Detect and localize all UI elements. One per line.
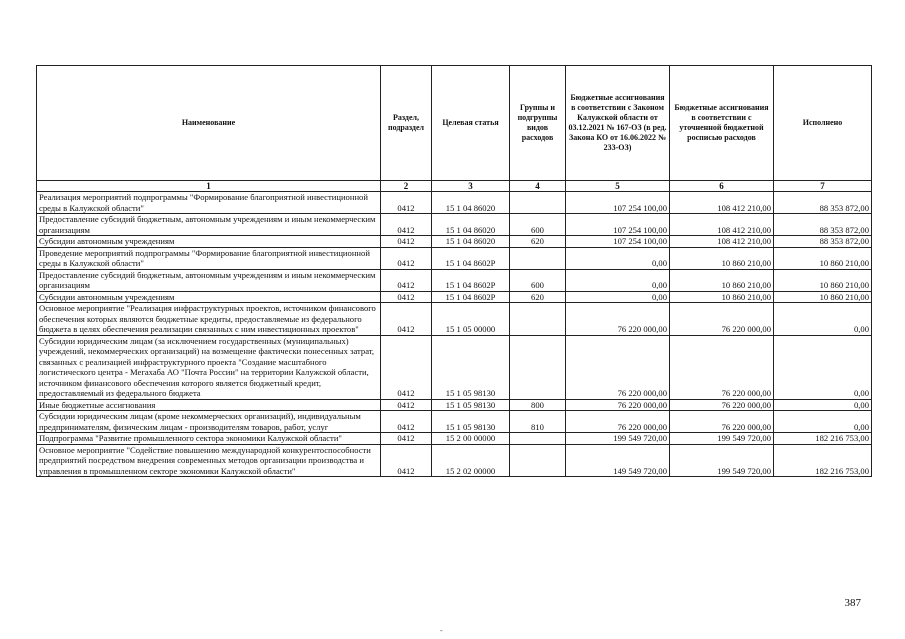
header-budget-plan: Бюджетные ассигнования в соответствии с уточненной бюджетной росписью расходов [670, 66, 774, 181]
row-executed: 10 860 210,00 [774, 247, 872, 269]
row-target: 15 1 05 98130 [432, 335, 510, 399]
row-executed: 0,00 [774, 303, 872, 336]
row-target: 15 1 04 86020 [432, 192, 510, 214]
row-name: Основное мероприятие "Реализация инфраструктурных проектов, источником финансового обеспечения которых являются бюджетные кредиты, предоставляемые из федерального бюджета в целях обеспечения реализации связанных с ним инвестиционных проектов" [37, 303, 381, 336]
row-budget-plan: 10 860 210,00 [670, 247, 774, 269]
row-target: 15 2 02 00000 [432, 444, 510, 477]
row-executed: 0,00 [774, 399, 872, 411]
row-executed: 0,00 [774, 411, 872, 433]
row-budget-law: 199 549 720,00 [566, 433, 670, 445]
column-number: 5 [566, 181, 670, 192]
table-row [37, 214, 872, 236]
row-group: 810 [510, 411, 566, 433]
row-budget-plan: 76 220 000,00 [670, 411, 774, 433]
row-section: 0412 [381, 444, 432, 477]
row-budget-plan: 199 549 720,00 [670, 433, 774, 445]
row-name: Субсидии юридическим лицам (за исключением государственных (муниципальных) учреждений, некоммерческих организаций) на возмещение фактически понесенных затрат, связанных с реализацией инфраструктурного проекта "Создание масштабного логистического центра - Мегахаба АО "Почта России" на территории Калужской области, источником финансового обеспечения которого является бюджетный кредит, предоставляемый из федерального бюджета [37, 335, 381, 399]
row-section: 0412 [381, 399, 432, 411]
row-budget-law: 76 220 000,00 [566, 335, 670, 399]
row-group: 620 [510, 236, 566, 248]
row-section: 0412 [381, 236, 432, 248]
row-budget-plan: 108 412 210,00 [670, 236, 774, 248]
table-row [37, 411, 872, 433]
row-target: 15 1 05 98130 [432, 411, 510, 433]
row-target: 15 2 00 00000 [432, 433, 510, 445]
table-row [37, 433, 872, 445]
row-budget-law: 76 220 000,00 [566, 399, 670, 411]
row-section: 0412 [381, 335, 432, 399]
row-section: 0412 [381, 291, 432, 303]
row-name: Иные бюджетные ассигнования [37, 399, 381, 411]
row-name: Проведение мероприятий подпрограммы "Формирование благоприятной инвестиционной среды в Калужской области" [37, 247, 381, 269]
row-target: 15 1 04 8602Р [432, 291, 510, 303]
row-section: 0412 [381, 192, 432, 214]
table-row [37, 291, 872, 303]
row-section: 0412 [381, 433, 432, 445]
table-header-row [37, 66, 872, 181]
table-row [37, 192, 872, 214]
row-budget-plan: 108 412 210,00 [670, 214, 774, 236]
header-section: Раздел, подраздел [381, 66, 432, 181]
row-target: 15 1 05 98130 [432, 399, 510, 411]
column-number: 4 [510, 181, 566, 192]
row-section: 0412 [381, 214, 432, 236]
row-name: Реализация мероприятий подпрограммы "Формирование благоприятной инвестиционной среды в Калужской области" [37, 192, 381, 214]
row-budget-law: 76 220 000,00 [566, 303, 670, 336]
row-budget-law: 107 254 100,00 [566, 236, 670, 248]
header-budget-law: Бюджетные ассигнования в соответствии с Законом Калужской области от 03.12.2021 № 167-ОЗ (в ред. Закона КО от 16.06.2022 № 233-ОЗ) [566, 66, 670, 181]
row-budget-plan: 10 860 210,00 [670, 291, 774, 303]
column-number: 3 [432, 181, 510, 192]
header-group: Группы и подгруппы видов расходов [510, 66, 566, 181]
row-budget-plan: 76 220 000,00 [670, 303, 774, 336]
table-row [37, 303, 872, 336]
row-executed: 10 860 210,00 [774, 269, 872, 291]
row-target: 15 1 04 8602Р [432, 247, 510, 269]
page-number: 387 [844, 597, 861, 609]
row-budget-law: 107 254 100,00 [566, 192, 670, 214]
row-group: 800 [510, 399, 566, 411]
row-group [510, 444, 566, 477]
row-executed: 10 860 210,00 [774, 291, 872, 303]
row-name: Субсидии юридическим лицам (кроме некоммерческих организаций), индивидуальным предпринимателям, физическим лицам - производителям товаров, работ, услуг [37, 411, 381, 433]
row-group [510, 247, 566, 269]
row-group: 600 [510, 269, 566, 291]
row-executed: 182 216 753,00 [774, 444, 872, 477]
row-executed: 88 353 872,00 [774, 236, 872, 248]
row-group [510, 433, 566, 445]
row-section: 0412 [381, 411, 432, 433]
row-target: 15 1 04 86020 [432, 214, 510, 236]
header-executed: Исполнено [774, 66, 872, 181]
row-group [510, 192, 566, 214]
row-budget-plan: 108 412 210,00 [670, 192, 774, 214]
row-budget-law: 107 254 100,00 [566, 214, 670, 236]
column-number: 6 [670, 181, 774, 192]
column-number-row [37, 181, 872, 192]
row-group [510, 303, 566, 336]
row-budget-plan: 10 860 210,00 [670, 269, 774, 291]
row-group: 600 [510, 214, 566, 236]
column-number: 2 [381, 181, 432, 192]
row-budget-law: 0,00 [566, 291, 670, 303]
row-budget-plan: 199 549 720,00 [670, 444, 774, 477]
row-section: 0412 [381, 247, 432, 269]
header-name: Наименование [37, 66, 381, 181]
row-name: Предоставление субсидий бюджетным, автономным учреждениям и иным некоммерческим организациям [37, 269, 381, 291]
row-target: 15 1 04 86020 [432, 236, 510, 248]
row-name: Предоставление субсидий бюджетным, автономным учреждениям и иным некоммерческим организациям [37, 214, 381, 236]
column-number: 7 [774, 181, 872, 192]
row-section: 0412 [381, 269, 432, 291]
row-budget-law: 0,00 [566, 247, 670, 269]
row-budget-plan: 76 220 000,00 [670, 399, 774, 411]
row-target: 15 1 04 8602Р [432, 269, 510, 291]
table-row [37, 247, 872, 269]
budget-table [36, 65, 872, 477]
row-name: Основное мероприятие "Содействие повышению международной конкурентоспособности предприятий посредством внедрения современных методов организации производства и управления в промышленном секторе экономики Калужской области" [37, 444, 381, 477]
row-executed: 0,00 [774, 335, 872, 399]
table-row [37, 335, 872, 399]
row-name: Субсидии автономным учреждениям [37, 291, 381, 303]
row-budget-law: 149 549 720,00 [566, 444, 670, 477]
table-row [37, 399, 872, 411]
table-row [37, 444, 872, 477]
row-budget-plan: 76 220 000,00 [670, 335, 774, 399]
row-group [510, 335, 566, 399]
row-budget-law: 0,00 [566, 269, 670, 291]
row-name: Подпрограмма "Развитие промышленного сектора экономики Калужской области" [37, 433, 381, 445]
table-row [37, 236, 872, 248]
row-name: Субсидии автономным учреждениям [37, 236, 381, 248]
footer-mark: - [440, 626, 443, 635]
budget-table-sheet [36, 65, 871, 477]
row-section: 0412 [381, 303, 432, 336]
row-group: 620 [510, 291, 566, 303]
row-target: 15 1 05 00000 [432, 303, 510, 336]
column-number: 1 [37, 181, 381, 192]
row-executed: 88 353 872,00 [774, 192, 872, 214]
header-target: Целевая статья [432, 66, 510, 181]
table-row [37, 269, 872, 291]
row-budget-law: 76 220 000,00 [566, 411, 670, 433]
row-executed: 182 216 753,00 [774, 433, 872, 445]
row-executed: 88 353 872,00 [774, 214, 872, 236]
